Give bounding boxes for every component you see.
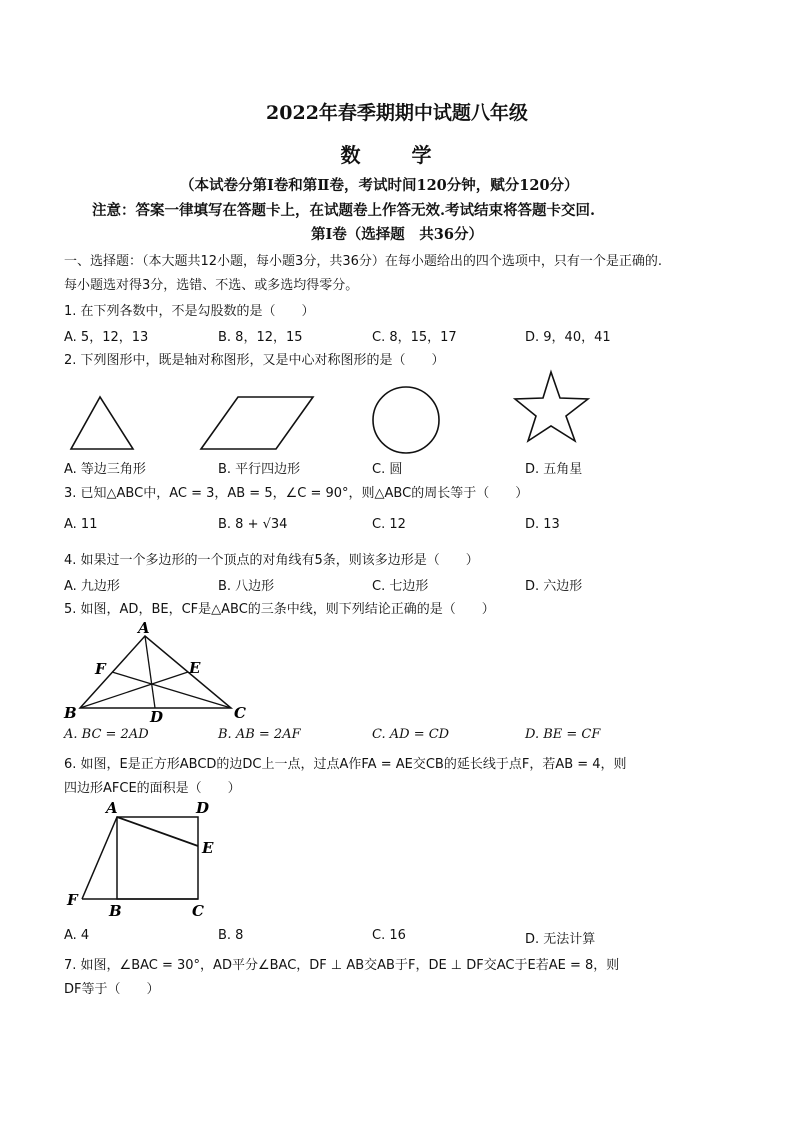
question-4-stem: 4. 如果过一个多边形的一个顶点的对角线有5条，则该多边形是（ ） xyxy=(64,553,479,568)
label-e: E xyxy=(202,839,214,857)
question-6-stem-line1: 6. 如图，E是正方形ABCD的边DC上一点，过点A作FA = AE交CB的延长线于点F，若AB = 4，则 xyxy=(64,757,627,772)
question-6-option-b[interactable]: B. 8 xyxy=(218,928,244,943)
question-5-stem: 5. 如图，AD，BE，CF是△ABC的三条中线，则下列结论正确的是（ ） xyxy=(64,602,495,617)
question-3-option-a[interactable]: A. 11 xyxy=(64,517,98,532)
question-5-option-c[interactable]: C. AD = CD xyxy=(372,727,450,742)
question-2-stem: 2. 下列图形中，既是轴对称图形，又是中心对称图形的是（ ） xyxy=(64,353,445,368)
question-3-stem: 3. 已知△ABC中，AC = 3，AB = 5，∠C = 90°，则△ABC的周长等于（ ） xyxy=(64,486,529,501)
question-5-option-d[interactable]: D. BE = CF xyxy=(525,727,601,742)
exam-note: （本试卷分第Ⅰ卷和第Ⅱ卷，考试时间120分钟，赋分120分） xyxy=(180,177,579,194)
label-e: E xyxy=(189,659,201,677)
question-5-option-b[interactable]: B. AB = 2AF xyxy=(218,727,301,742)
label-f: F xyxy=(95,660,106,678)
segment-fa xyxy=(82,817,117,899)
attention-note: 注意：答案一律填写在答题卡上，在试题卷上作答无效.考试结束将答题卡交回. xyxy=(92,202,596,219)
question-1-option-c[interactable]: C. 8，15，17 xyxy=(372,330,457,345)
question-3-option-d[interactable]: D. 13 xyxy=(525,517,560,532)
part-title: 第Ⅰ卷（选择题 共36分） xyxy=(311,226,483,243)
question-6-option-d[interactable]: D. 无法计算 xyxy=(525,932,596,947)
label-c: C xyxy=(234,704,246,722)
exam-title: 2022年春季期期中试题八年级 xyxy=(266,102,528,124)
question-5-option-a[interactable]: A. BC = 2AD xyxy=(64,727,149,742)
section-instructions-line2: 每小题选对得3分，选错、不选、或多选均得零分。 xyxy=(64,278,359,293)
question-4-option-a[interactable]: A. 九边形 xyxy=(64,579,120,594)
square-abcd xyxy=(117,817,198,899)
question-3-option-b[interactable]: B. 8 + √34 xyxy=(218,517,288,532)
question-3-option-c[interactable]: C. 12 xyxy=(372,517,406,532)
question-4-option-d[interactable]: D. 六边形 xyxy=(525,579,583,594)
question-2-option-b[interactable]: B. 平行四边形 xyxy=(218,462,301,477)
label-d: D xyxy=(196,799,210,817)
label-b: B xyxy=(64,704,77,722)
label-c: C xyxy=(192,902,204,920)
question-7-stem-line1: 7. 如图，∠BAC = 30°，AD平分∠BAC，DF ⊥ AB交AB于F，DE ⊥ DF交AC于E若AE = 8，则 xyxy=(64,958,620,973)
question-6-option-c[interactable]: C. 16 xyxy=(372,928,406,943)
question-6-option-a[interactable]: A. 4 xyxy=(64,928,90,943)
segment-ae xyxy=(117,817,198,846)
label-f: F xyxy=(67,891,78,909)
question-2-option-d[interactable]: D. 五角星 xyxy=(525,462,583,477)
question-2-option-a[interactable]: A. 等边三角形 xyxy=(64,462,146,477)
question-1-option-b[interactable]: B. 8，12，15 xyxy=(218,330,303,345)
question-1-stem: 1. 在下列各数中，不是勾股数的是（ ） xyxy=(64,304,315,319)
section-instructions-line1: 一、选择题：（本大题共12小题，每小题3分，共36分）在每小题给出的四个选项中，只有一个是正确的. xyxy=(64,254,662,269)
question-1-option-d[interactable]: D. 9，40，41 xyxy=(525,330,611,345)
question-7-stem-line2: DF等于（ ） xyxy=(64,982,160,997)
question-4-option-c[interactable]: C. 七边形 xyxy=(372,579,429,594)
label-a: A xyxy=(138,619,150,637)
label-a: A xyxy=(106,799,118,817)
question-2-option-c[interactable]: C. 圆 xyxy=(372,462,403,477)
label-b: B xyxy=(109,902,122,920)
subject-title: 数 学 xyxy=(340,143,454,167)
question-4-option-b[interactable]: B. 八边形 xyxy=(218,579,275,594)
question-6-stem-line2: 四边形AFCE的面积是（ ） xyxy=(64,781,241,796)
label-d: D xyxy=(150,708,164,726)
question-1-option-a[interactable]: A. 5，12，13 xyxy=(64,330,149,345)
